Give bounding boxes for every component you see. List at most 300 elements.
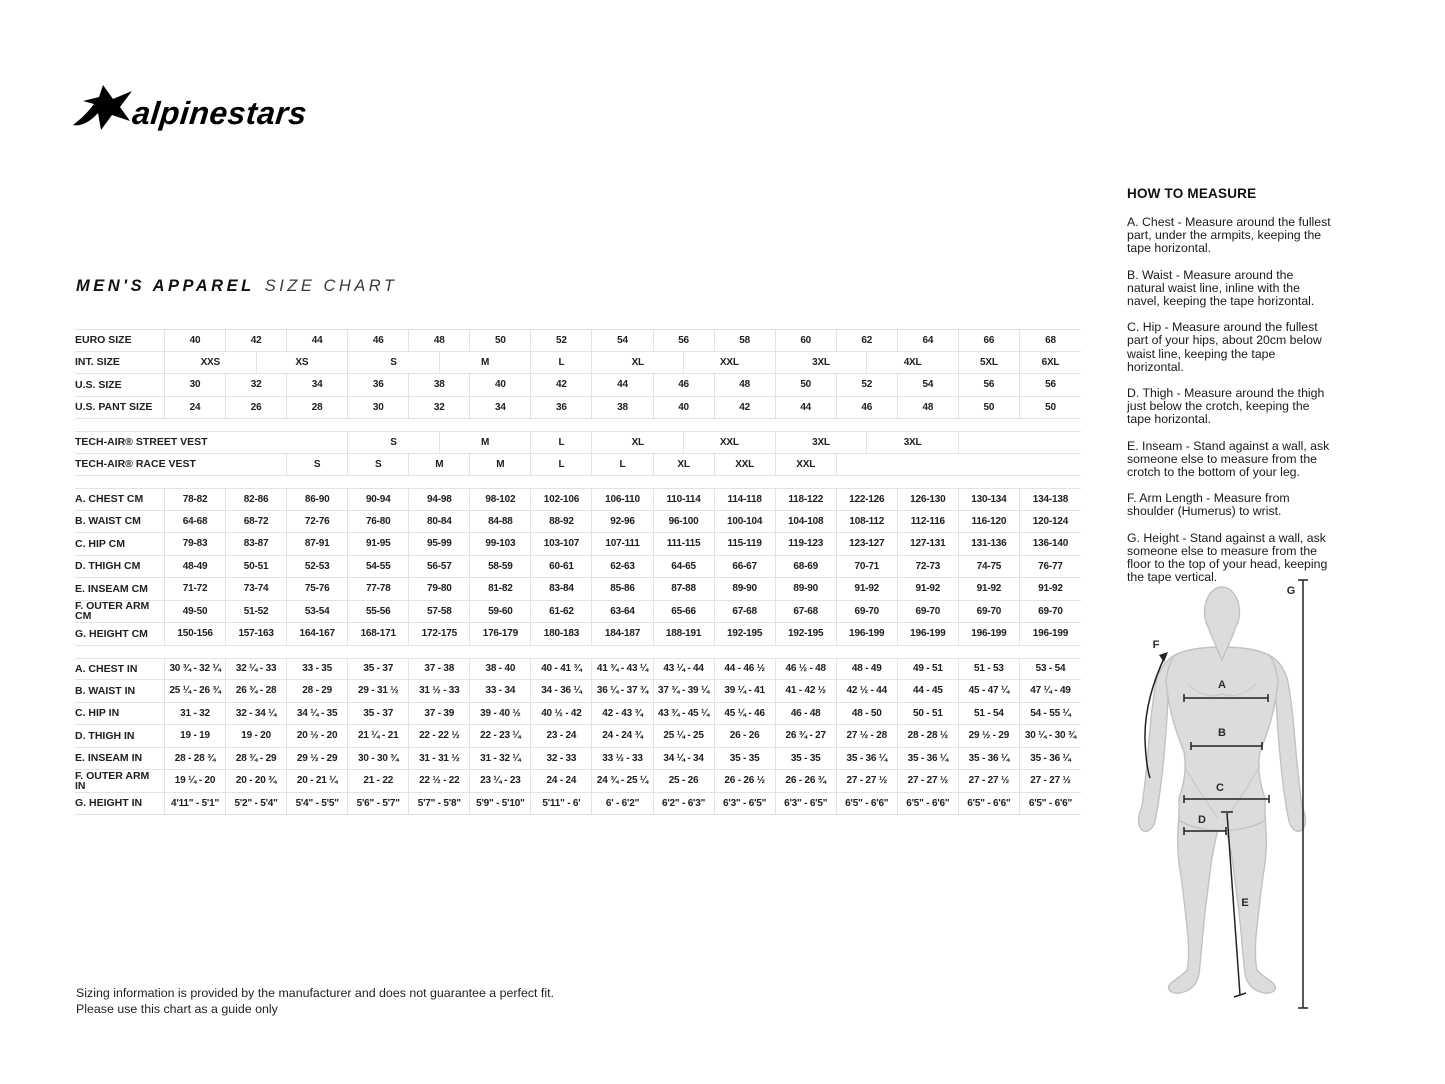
- row-label: D. THIGH CM: [75, 556, 165, 578]
- size-cell: 3XL: [776, 432, 868, 453]
- size-cell: 79-80: [409, 578, 470, 600]
- size-cell: 83-84: [531, 578, 592, 600]
- size-table: [75, 329, 1081, 815]
- size-cell: 5XL: [959, 352, 1020, 374]
- size-cell: 32: [226, 374, 287, 396]
- size-cell: 26 - 26 ½: [715, 770, 776, 792]
- size-cell: 70-71: [837, 556, 898, 578]
- size-cell: M: [470, 454, 531, 476]
- size-cell: 36: [348, 374, 409, 396]
- table-row: [75, 623, 1081, 646]
- size-cell: 87-91: [287, 533, 348, 555]
- size-cell: 164-167: [287, 623, 348, 645]
- size-cell: 33 - 35: [287, 659, 348, 680]
- table-row: [75, 397, 1081, 420]
- size-cell: 20 - 21 ¼: [287, 770, 348, 792]
- size-cell: 47 ¼ - 49: [1030, 685, 1071, 697]
- size-cell: 69-70: [959, 601, 1020, 623]
- size-cell: 64: [898, 330, 959, 351]
- size-cell: 42: [226, 330, 287, 351]
- size-cell: 114-118: [715, 489, 776, 510]
- size-cell: 63-64: [592, 601, 653, 623]
- size-cell: 30 ¼ - 30 ¾: [1024, 730, 1077, 742]
- size-cell: 72-73: [898, 556, 959, 578]
- row-label: F. OUTER ARM CM: [75, 601, 165, 623]
- disclaimer-line-1: Sizing information is provided by the manufacturer and does not guarantee a perfect fit.: [76, 986, 555, 1000]
- size-cell: 91-92: [959, 578, 1020, 600]
- size-cell: 108-112: [837, 511, 898, 533]
- size-cell: 35 - 36 ¼: [837, 748, 898, 770]
- size-cell: 48: [898, 397, 959, 419]
- size-cell: 48: [715, 374, 776, 396]
- size-cell: 29 ½ - 29: [959, 725, 1020, 747]
- size-cell: 42 - 43 ¾: [592, 703, 653, 725]
- size-cell: 27 - 27 ½: [1030, 775, 1071, 787]
- size-cell: 46: [837, 397, 898, 419]
- size-cell: 3XL: [867, 432, 959, 453]
- size-cell: 44 - 46 ½: [715, 659, 776, 680]
- size-cell: 64-68: [165, 511, 226, 533]
- size-cell: 6XL: [1041, 356, 1060, 368]
- row-label: A. CHEST IN: [75, 659, 165, 680]
- size-cell: 31 ½ - 33: [409, 680, 470, 702]
- size-cell: 188-191: [654, 623, 715, 645]
- size-cell: 40: [654, 397, 715, 419]
- size-cell: 23 - 24: [531, 725, 592, 747]
- size-cell: 116-120: [959, 511, 1020, 533]
- size-cell: 20 ½ - 20: [287, 725, 348, 747]
- size-cell: 77-78: [348, 578, 409, 600]
- size-cell: 28 - 29: [287, 680, 348, 702]
- figure-label-f: F: [1152, 639, 1160, 651]
- size-cell: 127-131: [898, 533, 959, 555]
- size-cell: 24 ¾ - 25 ¼: [592, 770, 653, 792]
- size-cell: 30: [165, 374, 226, 396]
- table-row: [75, 793, 1081, 816]
- size-cell: 68-69: [776, 556, 837, 578]
- size-cell: 83-87: [226, 533, 287, 555]
- size-cell: 44: [776, 397, 837, 419]
- size-cell: 55-56: [348, 601, 409, 623]
- size-cell: 5'9" - 5'10": [470, 793, 531, 815]
- size-cell: 6'5" - 6'6": [959, 793, 1020, 815]
- size-cell: 45 - 47 ¼: [959, 680, 1020, 702]
- size-cell: 43 ¾ - 45 ¼: [654, 703, 715, 725]
- table-row: [75, 703, 1081, 726]
- size-cell: 24 - 24: [531, 770, 592, 792]
- size-cell: 37 ¾ - 39 ¼: [654, 680, 715, 702]
- size-cell: 60: [776, 330, 837, 351]
- row-label: G. HEIGHT CM: [75, 623, 165, 645]
- size-cell: 46: [348, 330, 409, 351]
- size-cell: [959, 432, 1081, 453]
- size-cell: L: [592, 454, 653, 476]
- size-cell: 196-199: [959, 623, 1020, 645]
- size-cell: 80-84: [409, 511, 470, 533]
- size-cell: 6'3" - 6'5": [715, 793, 776, 815]
- size-cell: 95-99: [409, 533, 470, 555]
- row-label: TECH-AIR® STREET VEST: [75, 432, 348, 453]
- size-cell: 6'5" - 6'6": [898, 793, 959, 815]
- size-cell: 6'3" - 6'5": [776, 793, 837, 815]
- figure-label-e: E: [1241, 897, 1249, 909]
- alpinestars-star-icon: [73, 85, 132, 130]
- measurement-figure: [1128, 570, 1318, 1030]
- table-row: [75, 329, 1081, 352]
- size-cell: 50: [470, 330, 531, 351]
- size-cell: 58-59: [470, 556, 531, 578]
- size-cell: 33 - 34: [470, 680, 531, 702]
- size-cell: 20 - 20 ¾: [226, 770, 287, 792]
- size-cell: 96-100: [654, 511, 715, 533]
- measure-instruction: C. Hip - Measure around the fullest part of your hips, about 20cm below waist line, keeping the tape horizontal.: [1127, 320, 1322, 374]
- size-cell: 32 ¼ - 33: [226, 659, 287, 680]
- size-cell: 54: [592, 330, 653, 351]
- size-cell: 56: [654, 330, 715, 351]
- size-cell: 176-179: [470, 623, 531, 645]
- size-cell: 34 ¼ - 34: [654, 748, 715, 770]
- size-cell: 134-138: [1032, 493, 1069, 505]
- size-cell: 37 - 39: [409, 703, 470, 725]
- size-cell: 68: [1045, 334, 1056, 346]
- size-cell: 40: [165, 330, 226, 351]
- table-row: [75, 454, 1081, 477]
- size-cell: 6' - 6'2": [592, 793, 653, 815]
- size-cell: 25 ¼ - 25: [654, 725, 715, 747]
- logo-wordmark: alpinestars: [130, 95, 309, 131]
- size-cell: 25 - 26: [654, 770, 715, 792]
- size-cell: 91-92: [1038, 583, 1063, 595]
- size-cell: 112-116: [898, 511, 959, 533]
- table-row: [75, 578, 1081, 601]
- size-cell: 40 ½ - 42: [531, 703, 592, 725]
- size-cell: 51 - 53: [959, 659, 1020, 680]
- size-cell: 89-90: [715, 578, 776, 600]
- row-label: D. THIGH IN: [75, 725, 165, 747]
- size-cell: 88-92: [531, 511, 592, 533]
- size-cell: 32: [409, 397, 470, 419]
- row-label: B. WAIST IN: [75, 680, 165, 702]
- size-cell: S: [348, 432, 440, 453]
- size-cell: 34: [470, 397, 531, 419]
- size-cell: 51 - 54: [959, 703, 1020, 725]
- size-cell: 38: [409, 374, 470, 396]
- page-title-sub: SIZE CHART: [264, 277, 398, 295]
- size-cell: 111-115: [654, 533, 715, 555]
- size-cell: 56: [959, 374, 1020, 396]
- size-cell: 21 - 22: [348, 770, 409, 792]
- page-title: [76, 277, 397, 296]
- size-cell: S: [348, 352, 440, 374]
- table-row: [75, 511, 1081, 534]
- size-cell: 3XL: [776, 352, 868, 374]
- size-cell: 54 - 55 ¼: [1030, 707, 1071, 719]
- size-cell: 51-52: [226, 601, 287, 623]
- size-cell: 42 ½ - 44: [837, 680, 898, 702]
- size-cell: 131-136: [959, 533, 1020, 555]
- size-cell: 36: [531, 397, 592, 419]
- row-label: INT. SIZE: [75, 352, 165, 374]
- size-cell: 32 - 33: [531, 748, 592, 770]
- size-cell: XL: [592, 432, 684, 453]
- size-cell: 28: [287, 397, 348, 419]
- size-cell: XL: [654, 454, 715, 476]
- size-cell: 91-92: [837, 578, 898, 600]
- size-cell: 46: [654, 374, 715, 396]
- table-row: [75, 748, 1081, 771]
- size-cell: 56: [1045, 379, 1056, 391]
- size-cell: 29 ½ - 29: [287, 748, 348, 770]
- measure-instruction: A. Chest - Measure around the fullest part, under the armpits, keeping the tape horizontal.: [1127, 215, 1331, 256]
- size-cell: 180-183: [531, 623, 592, 645]
- size-cell: 106-110: [592, 489, 653, 510]
- row-label: TECH-AIR® RACE VEST: [75, 454, 287, 476]
- row-label: EURO SIZE: [75, 330, 165, 351]
- size-cell: 6'5" - 6'6": [1028, 797, 1073, 809]
- size-cell: 107-111: [592, 533, 653, 555]
- size-cell: 35 - 35: [715, 748, 776, 770]
- size-cell: 19 - 19: [165, 725, 226, 747]
- size-cell: 24: [165, 397, 226, 419]
- size-cell: 44: [287, 330, 348, 351]
- size-cell: 33 ½ - 33: [592, 748, 653, 770]
- size-cell: 5'2" - 5'4": [226, 793, 287, 815]
- size-cell: 64-65: [654, 556, 715, 578]
- size-cell: 50: [959, 397, 1020, 419]
- size-cell: 4XL: [867, 352, 959, 374]
- disclaimer: [76, 986, 554, 1017]
- table-row: [75, 352, 1081, 375]
- size-cell: XXL: [715, 454, 776, 476]
- size-cell: 30 - 30 ¾: [348, 748, 409, 770]
- size-cell: XXS: [165, 352, 257, 374]
- size-cell: 52: [837, 374, 898, 396]
- table-row: [75, 658, 1081, 681]
- how-to-measure-panel: [1127, 186, 1334, 597]
- size-cell: 50 - 51: [898, 703, 959, 725]
- size-cell: 110-114: [654, 489, 715, 510]
- size-cell: 26 ¾ - 27: [776, 725, 837, 747]
- size-cell: 81-82: [470, 578, 531, 600]
- size-cell: 35 - 36 ¼: [1030, 752, 1071, 764]
- table-row: [75, 725, 1081, 748]
- size-cell: 26 - 26: [715, 725, 776, 747]
- size-cell: 22 - 23 ¼: [470, 725, 531, 747]
- size-cell: 35 - 37: [348, 703, 409, 725]
- size-cell: 103-107: [531, 533, 592, 555]
- table-row: [75, 680, 1081, 703]
- size-cell: 72-76: [287, 511, 348, 533]
- page-title-main: MEN'S APPAREL: [76, 277, 255, 295]
- size-cell: 5'7" - 5'8": [409, 793, 470, 815]
- size-cell: 53-54: [287, 601, 348, 623]
- size-cell: 43 ¼ - 44: [654, 659, 715, 680]
- size-cell: 65-66: [654, 601, 715, 623]
- size-cell: 67-68: [776, 601, 837, 623]
- size-cell: 22 - 22 ½: [409, 725, 470, 747]
- size-cell: 19 - 20: [226, 725, 287, 747]
- size-cell: L: [531, 432, 592, 453]
- figure-label-g: G: [1286, 585, 1296, 597]
- size-cell: 28 ¾ - 29: [226, 748, 287, 770]
- size-cell: 28 - 28 ½: [898, 725, 959, 747]
- size-cell: 59-60: [470, 601, 531, 623]
- size-cell: 31 - 32 ¼: [470, 748, 531, 770]
- size-cell: 39 - 40 ½: [470, 703, 531, 725]
- table-row: [75, 556, 1081, 579]
- size-cell: 27 ½ - 28: [837, 725, 898, 747]
- size-cell: 34: [287, 374, 348, 396]
- size-cell: 31 - 31 ½: [409, 748, 470, 770]
- size-cell: 34 - 36 ¼: [531, 680, 592, 702]
- size-cell: 58: [715, 330, 776, 351]
- size-cell: 19 ¼ - 20: [165, 770, 226, 792]
- size-cell: 42: [531, 374, 592, 396]
- size-cell: 35 - 36 ¼: [959, 748, 1020, 770]
- size-cell: 52-53: [287, 556, 348, 578]
- size-cell: 38 - 40: [470, 659, 531, 680]
- size-cell: 24 - 24 ¾: [592, 725, 653, 747]
- measure-instruction: D. Thigh - Measure around the thigh just below the crotch, keeping the tape horizontal.: [1127, 386, 1325, 427]
- size-cell: 48 - 49: [837, 659, 898, 680]
- size-cell: 26 - 26 ¾: [776, 770, 837, 792]
- size-cell: 196-199: [837, 623, 898, 645]
- size-cell: 90-94: [348, 489, 409, 510]
- size-cell: 27 - 27 ½: [959, 770, 1020, 792]
- size-cell: 21 ¼ - 21: [348, 725, 409, 747]
- size-cell: 172-175: [409, 623, 470, 645]
- row-label: C. HIP IN: [75, 703, 165, 725]
- disclaimer-line-2: Please use this chart as a guide only: [76, 1001, 278, 1016]
- size-cell: 136-140: [1032, 538, 1069, 550]
- size-cell: XXL: [684, 352, 776, 374]
- size-cell: XS: [257, 352, 349, 374]
- size-cell: 44 - 45: [898, 680, 959, 702]
- row-label: E. INSEAM CM: [75, 578, 165, 600]
- size-cell: 25 ¼ - 26 ¾: [165, 680, 226, 702]
- table-row: [75, 374, 1081, 397]
- size-cell: 157-163: [226, 623, 287, 645]
- size-cell: 115-119: [715, 533, 776, 555]
- size-cell: 78-82: [165, 489, 226, 510]
- size-cell: 69-70: [837, 601, 898, 623]
- size-cell: 6'2" - 6'3": [654, 793, 715, 815]
- size-cell: 54: [898, 374, 959, 396]
- size-cell: 28 - 28 ¾: [165, 748, 226, 770]
- size-cell: 27 - 27 ½: [898, 770, 959, 792]
- size-cell: 49 - 51: [898, 659, 959, 680]
- size-cell: 192-195: [715, 623, 776, 645]
- size-cell: 46 ½ - 48: [776, 659, 837, 680]
- size-cell: 44: [592, 374, 653, 396]
- size-cell: 85-86: [592, 578, 653, 600]
- size-cell: 87-88: [654, 578, 715, 600]
- size-cell: 118-122: [776, 489, 837, 510]
- size-cell: 48: [409, 330, 470, 351]
- size-cell: 130-134: [959, 489, 1020, 510]
- size-cell: 68-72: [226, 511, 287, 533]
- size-cell: 26 ¾ - 28: [226, 680, 287, 702]
- size-cell: 50: [776, 374, 837, 396]
- size-cell: 120-124: [1032, 515, 1069, 527]
- size-cell: XXL: [776, 454, 837, 476]
- size-cell: 67-68: [715, 601, 776, 623]
- size-cell: 23 ¼ - 23: [470, 770, 531, 792]
- measure-instruction: G. Height - Stand against a wall, ask someone else to measure from the floor to the top of your head, keeping the tape vertical.: [1127, 530, 1328, 585]
- size-cell: 184-187: [592, 623, 653, 645]
- table-row: [75, 488, 1081, 511]
- table-row: [75, 431, 1081, 454]
- measure-instruction: E. Inseam - Stand against a wall, ask someone else to measure from the crotch to the bottom of your leg.: [1127, 438, 1330, 480]
- size-cell: 66: [959, 330, 1020, 351]
- size-cell: 48-49: [165, 556, 226, 578]
- figure-label-a: A: [1218, 679, 1226, 691]
- size-cell: 52: [531, 330, 592, 351]
- size-cell: 50-51: [226, 556, 287, 578]
- size-cell: 73-74: [226, 578, 287, 600]
- row-label: U.S. PANT SIZE: [75, 397, 165, 419]
- figure-label-c: C: [1216, 782, 1224, 794]
- size-cell: 60-61: [531, 556, 592, 578]
- size-cell: 62: [837, 330, 898, 351]
- size-cell: 82-86: [226, 489, 287, 510]
- size-cell: 46 - 48: [776, 703, 837, 725]
- size-cell: 91-95: [348, 533, 409, 555]
- size-cell: 4'11" - 5'1": [165, 793, 226, 815]
- size-cell: 35 - 37: [348, 659, 409, 680]
- size-cell: 40: [470, 374, 531, 396]
- size-cell: 98-102: [470, 489, 531, 510]
- size-cell: 69-70: [898, 601, 959, 623]
- table-row: [75, 533, 1081, 556]
- size-cell: L: [531, 454, 592, 476]
- size-cell: 39 ¼ - 41: [715, 680, 776, 702]
- size-cell: 102-106: [531, 489, 592, 510]
- size-cell: 123-127: [837, 533, 898, 555]
- size-cell: 168-171: [348, 623, 409, 645]
- size-cell: 42: [715, 397, 776, 419]
- size-cell: 66-67: [715, 556, 776, 578]
- size-cell: 30: [348, 397, 409, 419]
- size-cell: 79-83: [165, 533, 226, 555]
- size-cell: M: [440, 432, 532, 453]
- size-cell: 94-98: [409, 489, 470, 510]
- size-cell: 100-104: [715, 511, 776, 533]
- row-label: F. OUTER ARM IN: [75, 770, 165, 792]
- size-cell: 53 - 54: [1035, 663, 1066, 675]
- size-cell: 37 - 38: [409, 659, 470, 680]
- size-cell: 26: [226, 397, 287, 419]
- size-cell: 5'4" - 5'5": [287, 793, 348, 815]
- size-cell: 76-80: [348, 511, 409, 533]
- size-cell: XXL: [684, 432, 776, 453]
- size-cell: 27 - 27 ½: [837, 770, 898, 792]
- size-cell: 56-57: [409, 556, 470, 578]
- table-row: [75, 770, 1081, 793]
- how-to-measure-heading: HOW TO MEASURE: [1127, 186, 1257, 201]
- size-cell: 69-70: [1038, 605, 1063, 617]
- size-cell: 62-63: [592, 556, 653, 578]
- size-cell: 74-75: [959, 556, 1020, 578]
- size-cell: 40 - 41 ¾: [531, 659, 592, 680]
- row-label: C. HIP CM: [75, 533, 165, 555]
- size-cell: S: [348, 454, 409, 476]
- size-cell: 29 - 31 ½: [348, 680, 409, 702]
- size-cell: 6'5" - 6'6": [837, 793, 898, 815]
- size-cell: 32 - 34 ¼: [226, 703, 287, 725]
- size-cell: 5'11" - 6': [531, 793, 592, 815]
- size-cell: 50: [1045, 401, 1056, 413]
